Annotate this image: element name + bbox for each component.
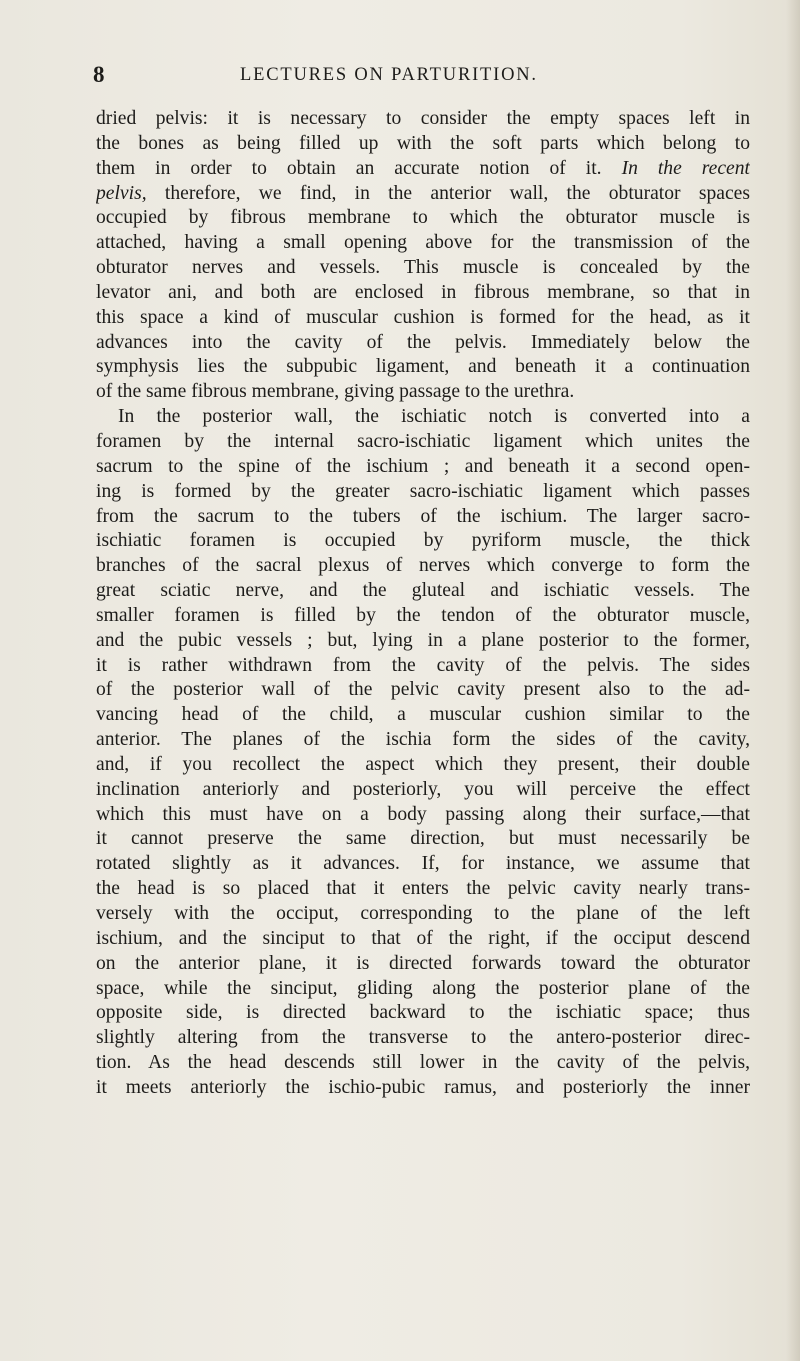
text-line: advances into the cavity of the pelvis. Immediately below the — [96, 331, 750, 353]
text-line: this space a kind of muscular cushion is formed for the head, as it — [96, 306, 750, 328]
text-line: sacrum to the spine of the ischium ; and beneath it a second open- — [96, 455, 750, 477]
text-line: versely with the occiput, corresponding to the plane of the left — [96, 903, 750, 924]
text-line: occupied by fibrous membrane to which the obturator muscle is — [96, 207, 750, 229]
text-line: obturator nerves and vessels. This muscle is concealed by the — [96, 257, 750, 279]
text-line: smaller foramen is filled by the tendon of the obturator muscle, — [96, 604, 750, 626]
text-line: rotated slightly as it advances. If, for instance, we assume that — [96, 853, 750, 875]
text-line: symphysis lies the subpubic ligament, and beneath it a continuation — [96, 356, 750, 378]
paragraph-start-line: In the posterior wall, the ischiatic notch is converted into a — [118, 406, 750, 428]
text-line: slightly altering from the transverse to the antero-posterior direc- — [96, 1027, 750, 1049]
text-line: inclination anteriorly and posteriorly, you will perceive the effect — [96, 778, 750, 800]
text-line: attached, having a small opening above for the transmission of the — [96, 232, 750, 254]
text-line: ing is formed by the greater sacro-ischiatic ligament which passes — [96, 480, 750, 502]
text-line: pelvis, therefore, we find, in the anterior wall, the obturator spaces — [96, 182, 750, 204]
italic-phrase: pelvis, — [96, 182, 147, 204]
text-line: branches of the sacral plexus of nerves which converge to form the — [96, 555, 750, 577]
text-line: which this must have on a body passing along their surface,—that — [96, 803, 750, 825]
text-line: vancing head of the child, a muscular cushion similar to the — [96, 704, 750, 726]
text-line: the bones as being filled up with the soft parts which belong to — [96, 132, 750, 154]
text-line: it is rather withdrawn from the cavity of the pelvis. The sides — [96, 654, 750, 676]
text-line: it cannot preserve the same direction, but must necessarily be — [96, 828, 750, 850]
text-line: and the pubic vessels ; but, lying in a plane posterior to the former, — [96, 629, 750, 651]
text-line: levator ani, and both are enclosed in fibrous membrane, so that in — [96, 281, 750, 303]
text-line: great sciatic nerve, and the gluteal and ischiatic vessels. The — [96, 580, 750, 602]
text-line: space, while the sinciput, gliding along the posterior plane of the — [96, 977, 750, 999]
italic-phrase: In the recent — [621, 157, 750, 179]
text-line: ischiatic foramen is occupied by pyriform muscle, the thick — [96, 530, 750, 552]
page-edge-shadow — [786, 0, 800, 1361]
text-line: them in order to obtain an accurate notion of it. In the recent — [96, 157, 750, 179]
paragraph-end-line: of the same fibrous membrane, giving passage to the urethra. — [96, 381, 575, 403]
text-line: the head is so placed that it enters the pelvic cavity nearly trans- — [96, 878, 750, 900]
text-line: of the posterior wall of the pelvic cavity present also to the ad- — [96, 679, 750, 701]
text-line: dried pelvis: it is necessary to consider the empty spaces left in — [96, 108, 750, 129]
text-line: and, if you recollect the aspect which they present, their double — [96, 753, 750, 775]
text-line: from the sacrum to the tubers of the ischium. The larger sacro- — [96, 505, 750, 527]
running-title: LECTURES ON PARTURITION. — [240, 65, 538, 85]
page-number: 8 — [93, 62, 105, 87]
text-line: foramen by the internal sacro-ischiatic ligament which unites the — [96, 430, 750, 452]
text-line: tion. As the head descends still lower in the cavity of the pelvis, — [96, 1052, 750, 1074]
text-line: opposite side, is directed backward to the ischiatic space; thus — [96, 1002, 750, 1024]
text-line: anterior. The planes of the ischia form the sides of the cavity, — [96, 729, 750, 751]
text-line: ischium, and the sinciput to that of the right, if the occiput descend — [96, 927, 750, 949]
page-header — [0, 62, 800, 92]
text-line: on the anterior plane, it is directed forwards toward the obturator — [96, 952, 750, 974]
text-line: it meets anteriorly the ischio-pubic ramus, and posteriorly the inner — [96, 1076, 750, 1098]
body-text — [96, 107, 750, 1101]
